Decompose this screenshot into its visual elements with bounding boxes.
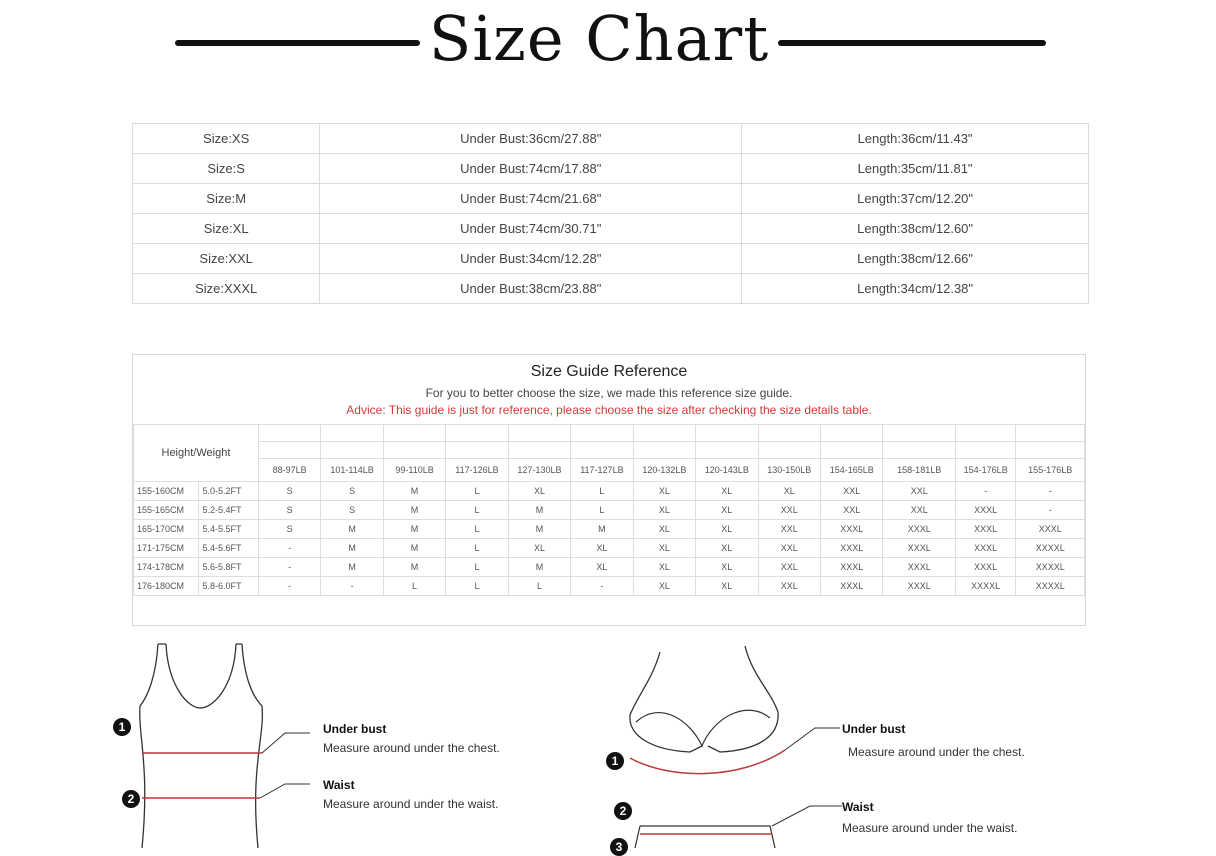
guide-row bbox=[134, 520, 1085, 539]
guide-row bbox=[134, 558, 1085, 577]
guide-header-cell bbox=[571, 425, 633, 442]
weight-range-cell: 120-132LB bbox=[633, 459, 695, 482]
recommended-size-cell: XXXL bbox=[820, 558, 882, 577]
size-table-row bbox=[133, 274, 1089, 304]
guide-row bbox=[134, 482, 1085, 501]
length-cell: Length:38cm/12.60" bbox=[742, 214, 1089, 244]
recommended-size-cell: XXL bbox=[758, 577, 820, 596]
length-cell: Length:35cm/11.81" bbox=[742, 154, 1089, 184]
recommended-size-cell: XXL bbox=[820, 501, 882, 520]
guide-header-cell bbox=[955, 442, 1015, 459]
guide-header-cell bbox=[446, 442, 508, 459]
recommended-size-cell: XL bbox=[696, 577, 758, 596]
title-rule-left bbox=[175, 40, 420, 46]
recommended-size-cell: XXXL bbox=[820, 520, 882, 539]
recommended-size-cell: XL bbox=[696, 539, 758, 558]
waist-desc-left: Measure around under the waist. bbox=[323, 797, 499, 811]
recommended-size-cell: XXXL bbox=[883, 577, 956, 596]
recommended-size-cell: XL bbox=[508, 539, 570, 558]
guide-header-cell bbox=[321, 425, 383, 442]
recommended-size-cell: - bbox=[321, 577, 383, 596]
recommended-size-cell: S bbox=[258, 482, 320, 501]
recommended-size-cell: L bbox=[446, 501, 508, 520]
height-weight-label: Height/Weight bbox=[134, 425, 259, 482]
recommended-size-cell: XL bbox=[696, 520, 758, 539]
recommended-size-cell: XXXL bbox=[820, 539, 882, 558]
guide-row bbox=[134, 501, 1085, 520]
recommended-size-cell: M bbox=[383, 520, 445, 539]
marker-2-left: 2 bbox=[122, 790, 140, 808]
recommended-size-cell: XXL bbox=[758, 520, 820, 539]
guide-table bbox=[133, 424, 1085, 596]
size-cell: Size:XS bbox=[133, 124, 320, 154]
recommended-size-cell: - bbox=[955, 482, 1015, 501]
recommended-size-cell: XXXL bbox=[955, 539, 1015, 558]
recommended-size-cell: L bbox=[571, 501, 633, 520]
recommended-size-cell: S bbox=[258, 501, 320, 520]
height-ft-cell: 5.8-6.0FT bbox=[199, 577, 258, 596]
recommended-size-cell: XL bbox=[696, 501, 758, 520]
guide-header-cell bbox=[955, 425, 1015, 442]
recommended-size-cell: M bbox=[508, 520, 570, 539]
recommended-size-cell: XL bbox=[571, 558, 633, 577]
guide-row bbox=[134, 577, 1085, 596]
weight-range-cell: 154-165LB bbox=[820, 459, 882, 482]
guide-header-cell bbox=[696, 442, 758, 459]
under-bust-cell: Under Bust:74cm/17.88" bbox=[320, 154, 742, 184]
marker-2-right: 2 bbox=[614, 802, 632, 820]
recommended-size-cell: XXL bbox=[758, 501, 820, 520]
recommended-size-cell: XL bbox=[633, 482, 695, 501]
guide-header-cell bbox=[383, 425, 445, 442]
guide-header-cell bbox=[446, 425, 508, 442]
height-ft-cell: 5.6-5.8FT bbox=[199, 558, 258, 577]
weight-range-cell: 158-181LB bbox=[883, 459, 956, 482]
marker-1-left: 1 bbox=[113, 718, 131, 736]
guide-header-cell bbox=[820, 425, 882, 442]
recommended-size-cell: XXXXL bbox=[1016, 558, 1085, 577]
waist-label-left: Waist bbox=[323, 778, 355, 792]
size-table-row bbox=[133, 124, 1089, 154]
recommended-size-cell: XXL bbox=[883, 482, 956, 501]
recommended-size-cell: L bbox=[383, 577, 445, 596]
under-bust-cell: Under Bust:34cm/12.28" bbox=[320, 244, 742, 274]
recommended-size-cell: XXXL bbox=[955, 501, 1015, 520]
guide-row bbox=[134, 539, 1085, 558]
height-ft-cell: 5.4-5.6FT bbox=[199, 539, 258, 558]
under-bust-cell: Under Bust:74cm/30.71" bbox=[320, 214, 742, 244]
recommended-size-cell: L bbox=[446, 577, 508, 596]
recommended-size-cell: - bbox=[571, 577, 633, 596]
guide-header-cell bbox=[758, 425, 820, 442]
guide-header-cell bbox=[571, 442, 633, 459]
weight-range-cell: 117-127LB bbox=[571, 459, 633, 482]
guide-header-cell bbox=[1016, 425, 1085, 442]
recommended-size-cell: XL bbox=[571, 539, 633, 558]
recommended-size-cell: - bbox=[258, 539, 320, 558]
guide-header-cell bbox=[633, 425, 695, 442]
recommended-size-cell: L bbox=[446, 558, 508, 577]
under-bust-cell: Under Bust:38cm/23.88" bbox=[320, 274, 742, 304]
size-cell: Size:M bbox=[133, 184, 320, 214]
weight-range-cell: 130-150LB bbox=[758, 459, 820, 482]
weight-range-row bbox=[134, 459, 1085, 482]
recommended-size-cell: XXL bbox=[820, 482, 882, 501]
under-bust-label-right: Under bust bbox=[842, 722, 906, 736]
guide-header-cell bbox=[633, 442, 695, 459]
height-ft-cell: 5.4-5.5FT bbox=[199, 520, 258, 539]
guide-header-cell bbox=[883, 442, 956, 459]
under-bust-desc-left: Measure around under the chest. bbox=[323, 741, 500, 755]
weight-range-cell: 101-114LB bbox=[321, 459, 383, 482]
under-bust-desc-right: Measure around under the chest. bbox=[848, 745, 1025, 759]
guide-header-cell bbox=[820, 442, 882, 459]
recommended-size-cell: M bbox=[383, 558, 445, 577]
guide-header-row bbox=[134, 425, 1085, 442]
weight-range-cell: 127-130LB bbox=[508, 459, 570, 482]
length-cell: Length:38cm/12.66" bbox=[742, 244, 1089, 274]
guide-header-cell bbox=[883, 425, 956, 442]
waist-desc-right: Measure around under the waist. bbox=[842, 821, 1018, 835]
recommended-size-cell: XL bbox=[633, 520, 695, 539]
guide-header-cell bbox=[758, 442, 820, 459]
weight-range-cell: 155-176LB bbox=[1016, 459, 1085, 482]
weight-range-cell: 99-110LB bbox=[383, 459, 445, 482]
bra-illustration bbox=[600, 640, 845, 848]
length-cell: Length:37cm/12.20" bbox=[742, 184, 1089, 214]
guide-title: Size Guide Reference bbox=[530, 363, 688, 380]
title-row bbox=[0, 0, 1216, 90]
recommended-size-cell: XXXXL bbox=[955, 577, 1015, 596]
under-bust-cell: Under Bust:74cm/21.68" bbox=[320, 184, 742, 214]
height-cm-cell: 174-178CM bbox=[134, 558, 199, 577]
height-cm-cell: 155-160CM bbox=[134, 482, 199, 501]
length-cell: Length:36cm/11.43" bbox=[742, 124, 1089, 154]
height-cm-cell: 171-175CM bbox=[134, 539, 199, 558]
recommended-size-cell: S bbox=[258, 520, 320, 539]
length-cell: Length:34cm/12.38" bbox=[742, 274, 1089, 304]
size-cell: Size:XXL bbox=[133, 244, 320, 274]
recommended-size-cell: XL bbox=[696, 558, 758, 577]
recommended-size-cell: M bbox=[383, 482, 445, 501]
recommended-size-cell: M bbox=[508, 558, 570, 577]
size-table-row bbox=[133, 244, 1089, 274]
recommended-size-cell: L bbox=[446, 539, 508, 558]
marker-3-right: 3 bbox=[610, 838, 628, 856]
recommended-size-cell: - bbox=[258, 558, 320, 577]
under-bust-cell: Under Bust:36cm/27.88" bbox=[320, 124, 742, 154]
height-ft-cell: 5.0-5.2FT bbox=[199, 482, 258, 501]
guide-note: Advice: This guide is just for reference, please choose the size after checking the size details table. bbox=[346, 403, 872, 417]
recommended-size-cell: M bbox=[508, 501, 570, 520]
size-table-row bbox=[133, 214, 1089, 244]
recommended-size-cell: XL bbox=[758, 482, 820, 501]
weight-range-cell: 117-126LB bbox=[446, 459, 508, 482]
guide-header-cell bbox=[383, 442, 445, 459]
recommended-size-cell: XXXL bbox=[955, 558, 1015, 577]
guide-header-cell bbox=[321, 442, 383, 459]
recommended-size-cell: - bbox=[1016, 501, 1085, 520]
recommended-size-cell: XXXL bbox=[820, 577, 882, 596]
recommended-size-cell: XL bbox=[633, 539, 695, 558]
height-cm-cell: 155-165CM bbox=[134, 501, 199, 520]
guide-subtitle: For you to better choose the size, we made this reference size guide. bbox=[425, 386, 793, 400]
title-rule-right bbox=[778, 40, 1046, 46]
recommended-size-cell: XXXXL bbox=[1016, 577, 1085, 596]
recommended-size-cell: - bbox=[1016, 482, 1085, 501]
size-guide bbox=[132, 354, 1086, 626]
guide-header-cell bbox=[508, 425, 570, 442]
recommended-size-cell: L bbox=[508, 577, 570, 596]
recommended-size-cell: M bbox=[571, 520, 633, 539]
recommended-size-cell: XL bbox=[633, 501, 695, 520]
recommended-size-cell: XL bbox=[633, 558, 695, 577]
recommended-size-cell: M bbox=[383, 539, 445, 558]
recommended-size-cell: XL bbox=[696, 482, 758, 501]
waist-label-right: Waist bbox=[842, 800, 874, 814]
height-cm-cell: 165-170CM bbox=[134, 520, 199, 539]
guide-header-cell bbox=[696, 425, 758, 442]
size-table-row bbox=[133, 184, 1089, 214]
size-table bbox=[132, 123, 1089, 304]
marker-1-right: 1 bbox=[606, 752, 624, 770]
recommended-size-cell: XXXL bbox=[883, 520, 956, 539]
page-title: Size Chart bbox=[428, 2, 770, 75]
recommended-size-cell: XL bbox=[633, 577, 695, 596]
recommended-size-cell: L bbox=[446, 520, 508, 539]
recommended-size-cell: M bbox=[321, 520, 383, 539]
height-ft-cell: 5.2-5.4FT bbox=[199, 501, 258, 520]
size-cell: Size:XL bbox=[133, 214, 320, 244]
recommended-size-cell: - bbox=[258, 577, 320, 596]
recommended-size-cell: XXL bbox=[758, 539, 820, 558]
recommended-size-cell: L bbox=[571, 482, 633, 501]
recommended-size-cell: XXXL bbox=[955, 520, 1015, 539]
recommended-size-cell: S bbox=[321, 482, 383, 501]
recommended-size-cell: XXXL bbox=[883, 558, 956, 577]
guide-header-row bbox=[134, 442, 1085, 459]
under-bust-label-left: Under bust bbox=[323, 722, 387, 736]
recommended-size-cell: XXXXL bbox=[1016, 539, 1085, 558]
recommended-size-cell: M bbox=[321, 558, 383, 577]
recommended-size-cell: L bbox=[446, 482, 508, 501]
guide-header-cell bbox=[258, 442, 320, 459]
size-cell: Size:XXXL bbox=[133, 274, 320, 304]
recommended-size-cell: XXXL bbox=[1016, 520, 1085, 539]
recommended-size-cell: M bbox=[321, 539, 383, 558]
size-cell: Size:S bbox=[133, 154, 320, 184]
recommended-size-cell: S bbox=[321, 501, 383, 520]
recommended-size-cell: XXL bbox=[883, 501, 956, 520]
weight-range-cell: 120-143LB bbox=[696, 459, 758, 482]
recommended-size-cell: XXL bbox=[758, 558, 820, 577]
guide-header-cell bbox=[1016, 442, 1085, 459]
guide-header-cell bbox=[508, 442, 570, 459]
height-cm-cell: 176-180CM bbox=[134, 577, 199, 596]
weight-range-cell: 88-97LB bbox=[258, 459, 320, 482]
guide-header-cell bbox=[258, 425, 320, 442]
recommended-size-cell: XXXL bbox=[883, 539, 956, 558]
recommended-size-cell: XL bbox=[508, 482, 570, 501]
size-table-row bbox=[133, 154, 1089, 184]
recommended-size-cell: M bbox=[383, 501, 445, 520]
tank-top-illustration bbox=[110, 636, 310, 848]
weight-range-cell: 154-176LB bbox=[955, 459, 1015, 482]
